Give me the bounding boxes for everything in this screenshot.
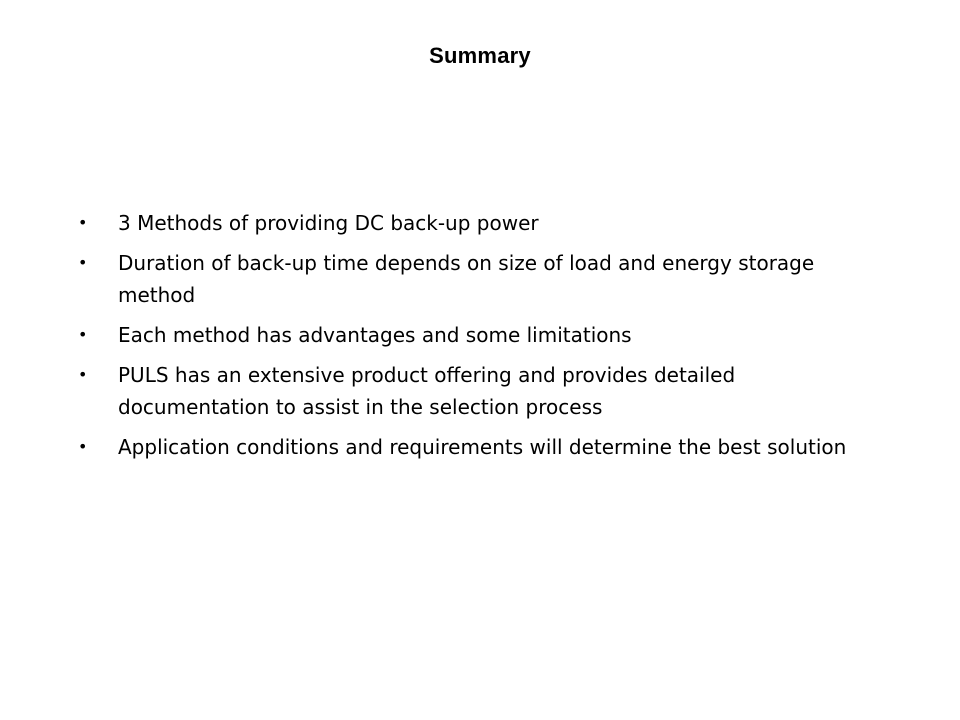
bullet-list bbox=[74, 207, 874, 471]
bullet-icon: • bbox=[78, 365, 88, 384]
bullet-icon: • bbox=[78, 437, 88, 456]
bullet-item bbox=[74, 207, 874, 239]
bullet-icon: • bbox=[78, 253, 88, 272]
bullet-icon: • bbox=[78, 213, 88, 232]
bullet-icon: • bbox=[78, 325, 88, 344]
bullet-text: Duration of back-up time depends on size of load and energy storage method bbox=[118, 251, 815, 307]
bullet-text: PULS has an extensive product offering and provides detailed documentation to assist in the selection process bbox=[118, 363, 736, 419]
bullet-item bbox=[74, 247, 874, 311]
bullet-text: Application conditions and requirements will determine the best solution bbox=[118, 435, 847, 459]
bullet-item bbox=[74, 431, 874, 463]
slide-title: Summary bbox=[429, 43, 531, 68]
bullet-text: Each method has advantages and some limitations bbox=[118, 323, 632, 347]
bullet-item bbox=[74, 359, 874, 423]
bullet-text: 3 Methods of providing DC back-up power bbox=[118, 211, 539, 235]
bullet-item bbox=[74, 319, 874, 351]
